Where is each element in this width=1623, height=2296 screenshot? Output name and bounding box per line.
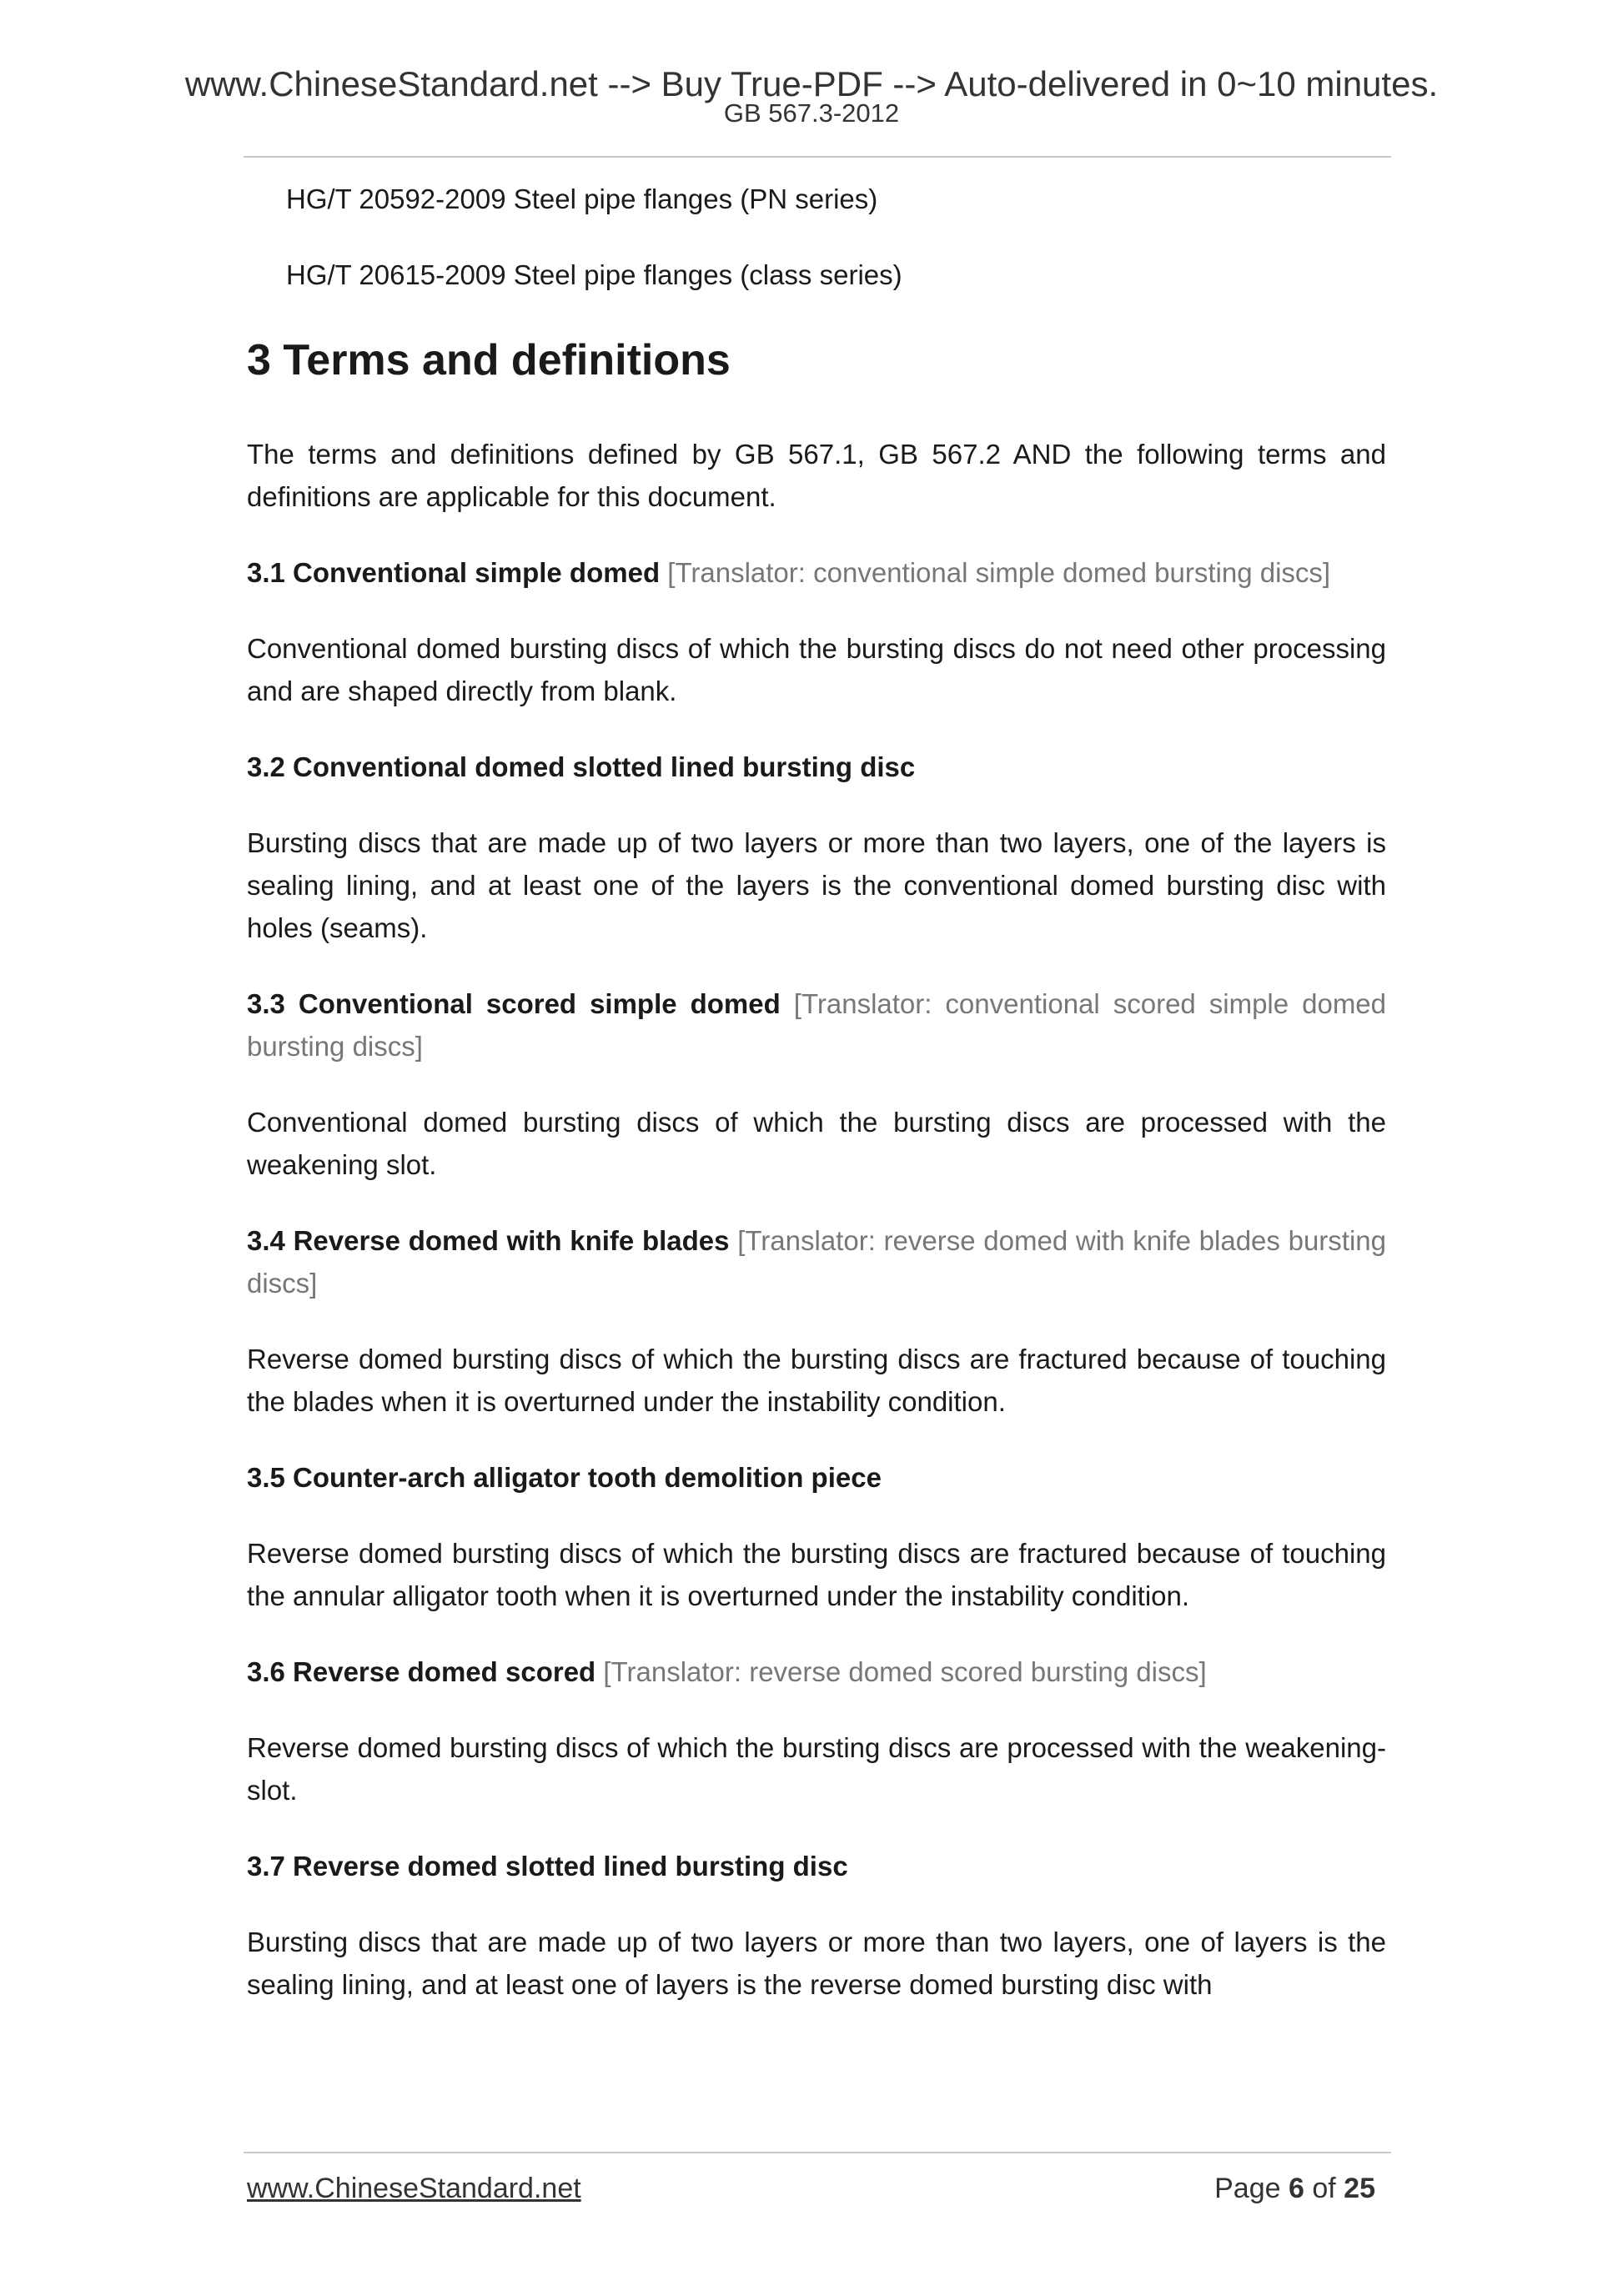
term-title: 3.7 Reverse domed slotted lined bursting disc (247, 1851, 848, 1882)
translator-note: [Translator: reverse domed with knife blades bursting discs] (247, 1225, 1386, 1299)
document-code: GB 567.3-2012 (723, 98, 900, 128)
total-pages: 25 (1344, 2173, 1375, 2204)
term-heading (247, 982, 1386, 1068)
page-label: Page (1214, 2173, 1281, 2204)
header-banner: www.ChineseStandard.net --> Buy True-PDF --> Auto-delivered in 0~10 minutes. (184, 64, 1439, 103)
section-heading: 3 Terms and definitions (247, 336, 731, 384)
term-definition: Reverse domed bursting discs of which the bursting discs are processed with the weakening-slot. (247, 1732, 1386, 1806)
term-title: 3.1 Conventional simple domed (247, 557, 661, 588)
translator-note: [Translator: conventional simple domed bursting discs] (667, 557, 1331, 588)
term-heading (247, 1219, 1386, 1304)
term-title: 3.2 Conventional domed slotted lined bursting disc (247, 751, 916, 782)
term-title: 3.6 Reverse domed scored (247, 1656, 596, 1687)
term-definition: Reverse domed bursting discs of which the bursting discs are fractured because of touching the blades when it is overturned under the instability condition. (247, 1344, 1386, 1417)
term-heading (247, 746, 1386, 788)
page-number: 6 (1288, 2173, 1304, 2204)
term-title: 3.3 Conventional scored simple domed (247, 988, 781, 1019)
of-label: of (1312, 2173, 1336, 2204)
term-heading (247, 1650, 1386, 1693)
page-indicator (1214, 2173, 1375, 2205)
term-heading (247, 1845, 1386, 1887)
term-definition: Conventional domed bursting discs of which the bursting discs are processed with the weakening slot. (247, 1107, 1386, 1180)
term-heading (247, 551, 1386, 594)
term-definition: Bursting discs that are made up of two layers or more than two layers, one of the layers is sealing lining, and at least one of the layers is the conventional domed bursting disc with holes (seams). (247, 827, 1386, 943)
section-intro: The terms and definitions defined by GB 567.1, GB 567.2 AND the following terms and definitions are applicable for this document. (247, 439, 1386, 512)
translator-note: [Translator: reverse domed scored bursting discs] (603, 1656, 1207, 1687)
header-divider (244, 156, 1391, 158)
term-title: 3.4 Reverse domed with knife blades (247, 1225, 730, 1256)
reference-item: HG/T 20615-2009 Steel pipe flanges (class series) (286, 259, 902, 290)
term-definition: Bursting discs that are made up of two layers or more than two layers, one of layers is the sealing lining, and at least one of layers is the reverse domed bursting disc with (247, 1927, 1386, 2000)
translator-note: [Translator: conventional scored simple domed bursting discs] (247, 988, 1387, 1062)
term-definition: Conventional domed bursting discs of which the bursting discs do not need other processing and are shaped directly from blank. (247, 633, 1386, 706)
term-title: 3.5 Counter-arch alligator tooth demolition piece (247, 1462, 882, 1493)
term-heading (247, 1456, 1386, 1499)
footer-website-link[interactable]: www.ChineseStandard.net (247, 2173, 581, 2204)
footer-divider (244, 2152, 1391, 2153)
term-definition: Reverse domed bursting discs of which the bursting discs are fractured because of touching the annular alligator tooth when it is overturned under the instability condition. (247, 1538, 1386, 1611)
reference-item: HG/T 20592-2009 Steel pipe flanges (PN series) (286, 183, 878, 214)
page-content (247, 179, 1386, 2039)
